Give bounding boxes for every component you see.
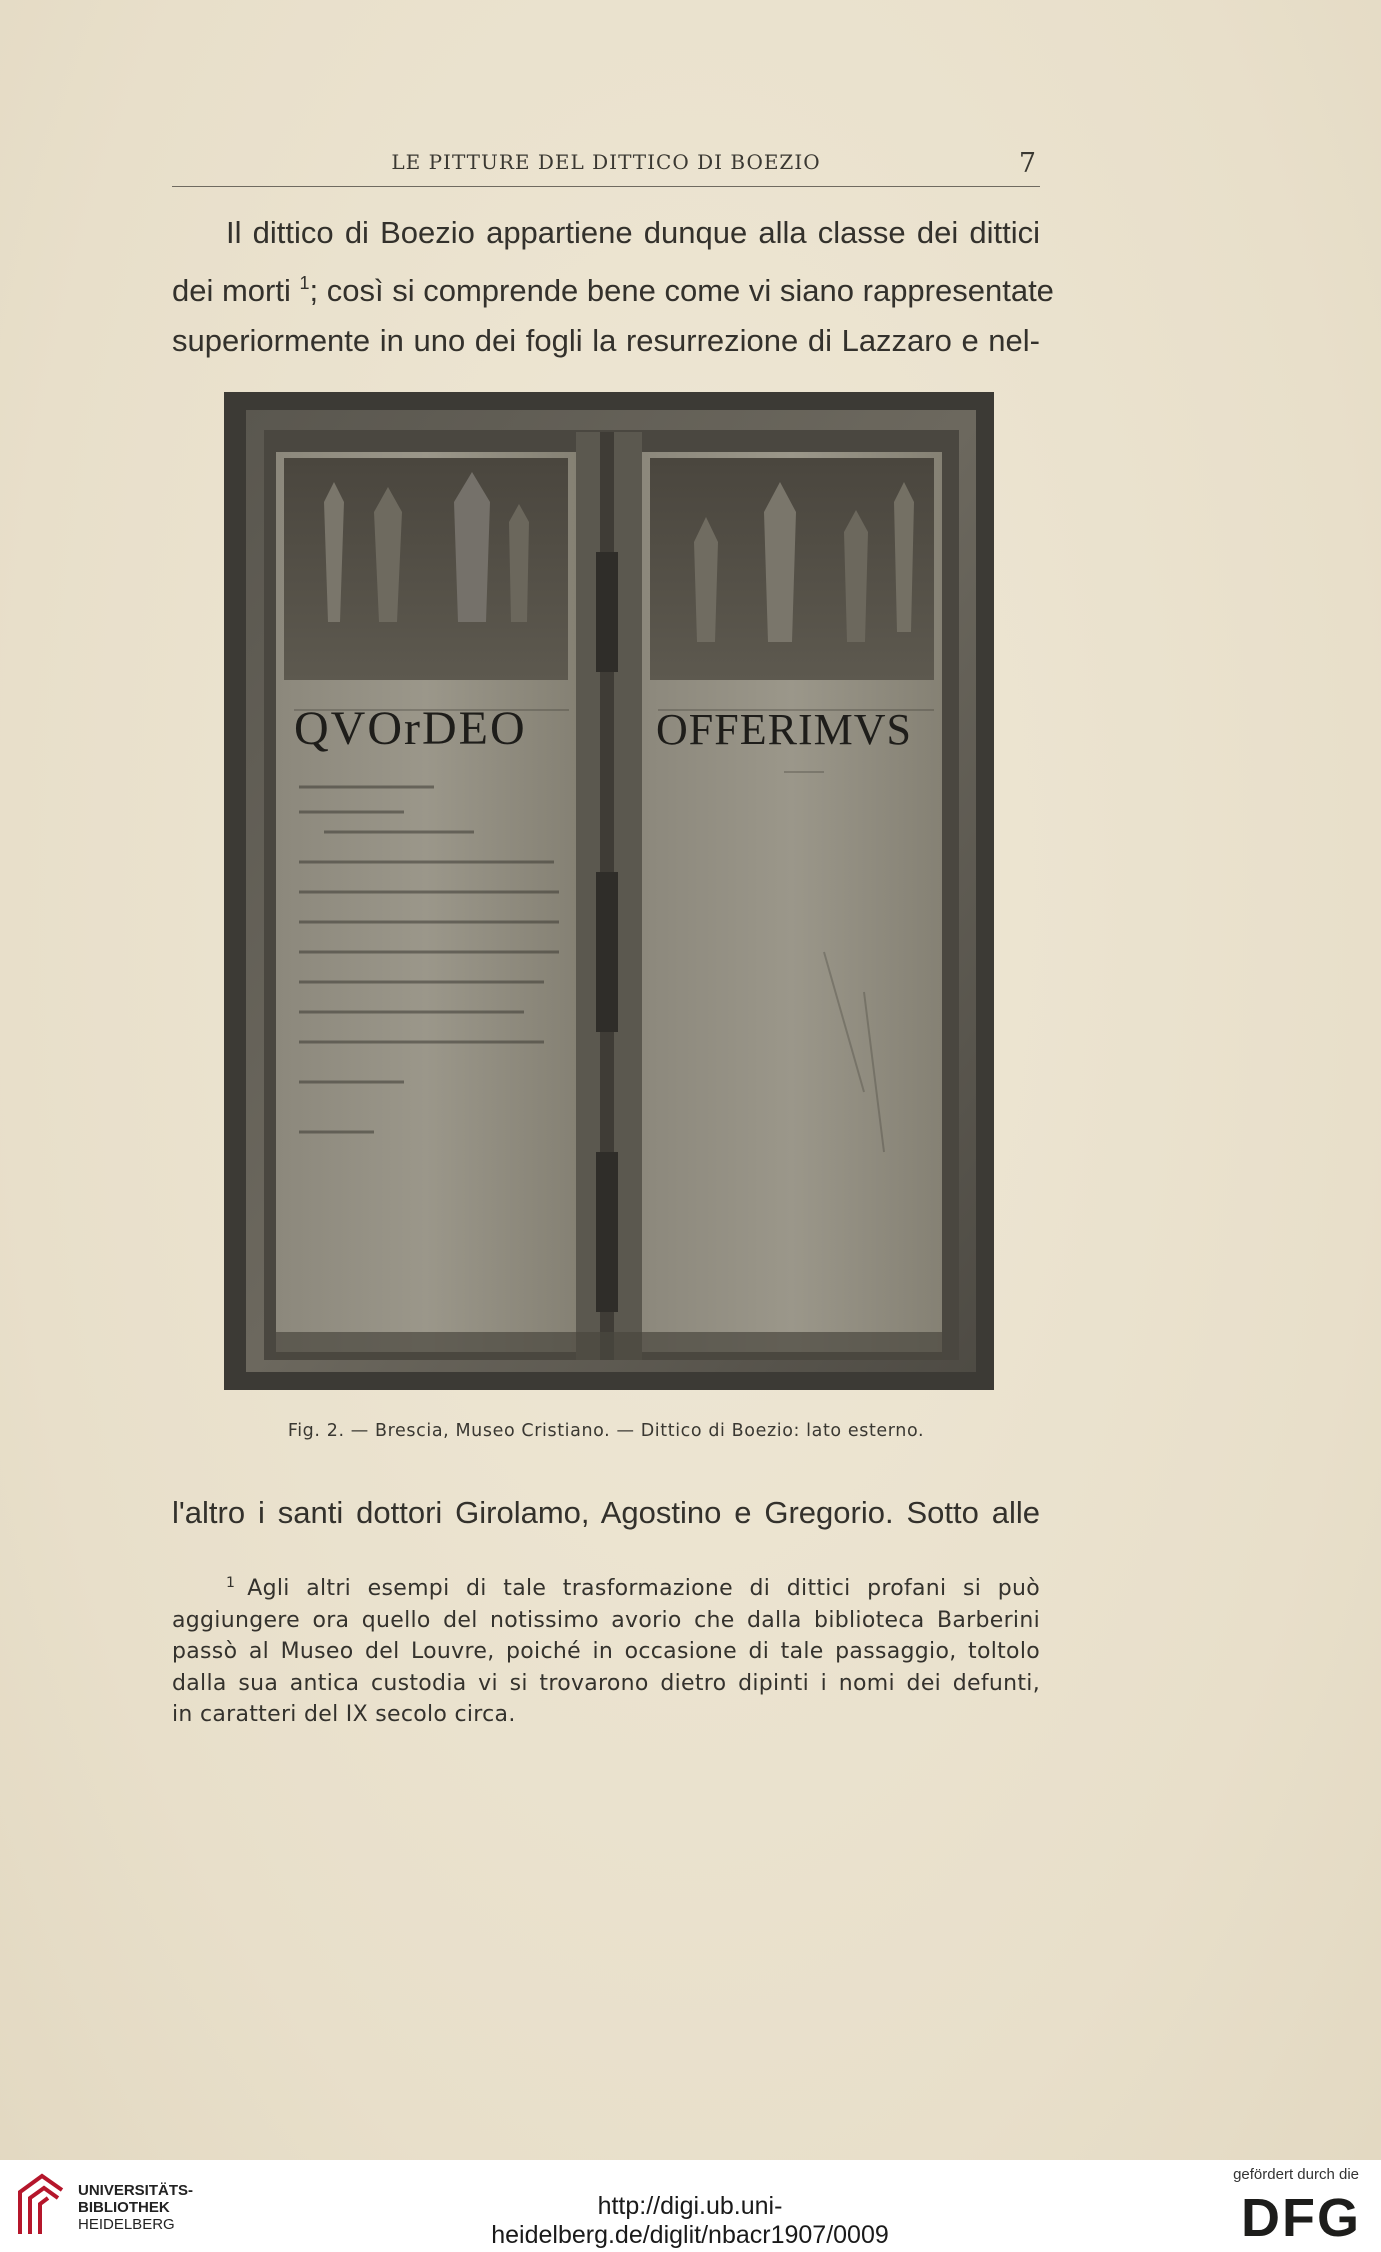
text-line: l'altro i santi dottori Girolamo, Agostino e Gregorio. Sotto alle [172, 1495, 1040, 1530]
running-head [172, 148, 1040, 188]
footnote [172, 1568, 1040, 1731]
header-rule [172, 186, 1040, 187]
footnote-line: in caratteri del IX secolo circa. [172, 1702, 516, 1727]
footnote-reference: 1 [299, 273, 310, 293]
text-fragment: dei morti [172, 273, 291, 308]
sponsor-text: gefördert durch die [1233, 2166, 1359, 2183]
library-line: UNIVERSITÄTS- [78, 2182, 194, 2199]
dfg-logo: DFG [1241, 2188, 1361, 2248]
figure-caption: Fig. 2. — Brescia, Museo Cristiano. — Dittico di Boezio: lato esterno. [287, 1421, 925, 1441]
page-number: 7 [1018, 148, 1036, 179]
footnote-line [172, 1568, 1040, 1605]
hinge-top [596, 552, 618, 672]
library-line: HEIDELBERG [78, 2216, 175, 2233]
diptych-image [224, 392, 994, 1390]
text-line: Il dittico di Boezio appartiene dunque alla classe dei dittici [226, 215, 1040, 250]
left-inscription: QVOrDEO [294, 702, 527, 755]
diptych-photograph [224, 392, 994, 1390]
right-inscription: OFFERIMVS [656, 705, 912, 754]
hinge-middle [596, 872, 618, 1032]
library-line: BIBLIOTHEK [78, 2199, 170, 2216]
text-fragment: Agli altri esempi di tale trasformazione di dittici profani si può [247, 1576, 1040, 1601]
footnote-line: dalla sua antica custodia vi si trovarono dietro dipinti i nomi dei defunti, [172, 1670, 1040, 1696]
footnote-line: aggiungere ora quello del notissimo avorio che dalla biblioteca Barberini [172, 1607, 1040, 1633]
source-url-link[interactable]: http://digi.ub.uni-heidelberg.de/diglit/nbacr1907/0009 [491, 2192, 889, 2249]
footnote-line: passò al Museo del Louvre, poiché in occasione di tale passaggio, toltolo [172, 1639, 1040, 1664]
text-fragment: ; così si comprende bene come vi siano rappresentate [309, 273, 1054, 308]
running-title: LE PITTURE DEL DITTICO DI BOEZIO [391, 150, 821, 174]
footnote-mark: 1 [226, 1575, 236, 1591]
text-line: superiormente in uno dei fogli la resurrezione di Lazzaro e nel- [172, 323, 1040, 358]
university-library-logo-icon [14, 2170, 68, 2240]
paragraph-top [172, 208, 1054, 366]
hinge-bottom [596, 1152, 618, 1312]
library-name [78, 2182, 193, 2233]
paragraph-after [172, 1488, 1040, 1538]
text-line [172, 258, 1054, 316]
